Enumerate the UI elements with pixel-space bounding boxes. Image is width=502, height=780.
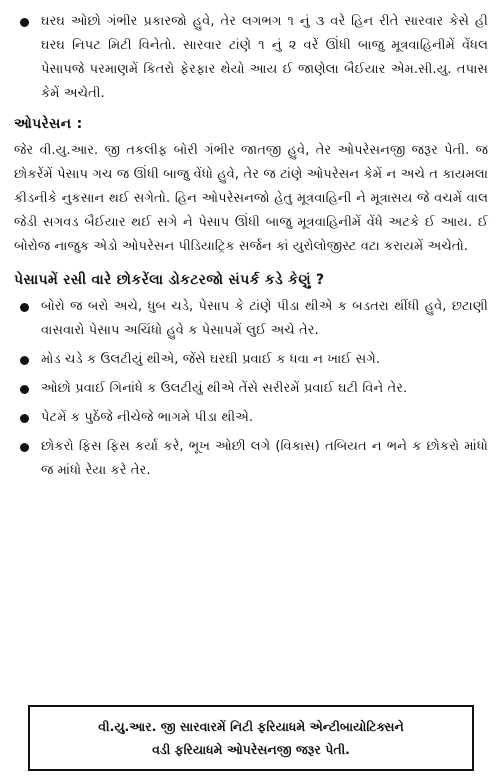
summary-callout-box [28, 705, 474, 771]
doctor-contact-bullet-text: બોરો જ બરો અચે, ધુબ ચડે, પેસાપ કે ટાંણે પીડા થીએ ક બડતરા થીંધી હુવે, છટાણી વાસવારો પેસાપ અચિંધો હુવે ક પેસાપમેં લુઈ અચે તેર. [41, 299, 488, 338]
bullet-dot-icon [20, 385, 29, 394]
bullet-dot-icon [20, 414, 29, 423]
doctor-contact-bullet [14, 377, 488, 401]
bullet-dot-icon [20, 356, 29, 365]
doctor-contact-heading: પેસાપમેં રસી વારે છોકરેંલા ડોકટરજો સંપર્ક કડે કેણું ? [14, 272, 325, 288]
callout-line-1: વી.યુ.આર. જી સારવારમેં નિટી ફરિયાધમે એન્ટીબાયોટિક્સને [98, 719, 404, 734]
bullet-dot-icon [20, 443, 29, 452]
doctor-contact-bullet-text: છોકરો ફિસ ફિસ કર્યા કરે, ભૂખ ઓછી લગે (વિકાસ) તબિયત ન ભને ક છોકરો માંધો જ માંધો રેયા કરે તેર. [41, 439, 488, 478]
doctor-contact-bullet-text: મોડ ચડે ક ઉલટીયું થીએ, જેંસે ઘરઘી પ્રવાઈ ક ધવા ન ખાઈ સગે. [41, 352, 381, 367]
doctor-contact-bullet [14, 295, 488, 343]
intro-bullet-text: ઘરઘ ઓછો ગંભીર પ્રકારજો હુવે, તેર લગભગ ૧ નું ૩ વરે હિન રીતે સારવાર કેસે હી ઘરઘ નિપટ મિટી વિનેતો. સારવાર ટાંણે ૧ નું ૨ વરેં ઊંધી બાજુ મૂત્રવાહિનીમેં વેંધલ પેસાપજે પરમાણમેં કિતરો ફેરફાર થેયો આય ઈ જાણેલા બૈઈયાર એમ.સી.યુ. તપાસ કેમેં અચેતી. [41, 14, 488, 101]
doctor-contact-bullet [14, 435, 488, 483]
bullet-dot-icon [20, 18, 29, 27]
operation-heading: ઓપરેસન : [14, 116, 83, 132]
callout-line-2: વડી ફરિયાધમે ઓપરેસનજી જરૂર પેતી. [152, 742, 350, 757]
doctor-contact-bullet [14, 406, 488, 430]
doctor-contact-bullet-text: પેટમેં ક પુઠેંજે નીચેજે ભાગમે પીડા થીએ. [41, 410, 254, 425]
operation-paragraph: જેર વી.યુ.આર. જી તકલીફ બોરી ગંભીર જાતજી હુવે, તેર ઓપરેસનજી જરૂર પેતી. જ છોકરેંમેં પેસાપ ગચ જ ઊંધી બાજુ વેંધો હુવે, તેર જ ટાંણે ઓપરેસન કેમેં ન અચે ત કાયમલા કીડનીકે નુકસાન થઈ સગેતો. હિન ઓપરેસનજો હેતુ મૂત્રવાહિની ને મૂત્રાસય જે વચમેં વાલ જેડી સગવડ બૈઈયાર થઈ સગે ને પેસાપ ઊંધી બાજુ મૂત્રવાહિનીમેં વેંધે અટકે ઈ આય. ઈ બોરોજ નાજુક એડો ઓપરેસન પીડિયાટ્રિક સર્જન કાં યુરોલોજીસ્ટ વટા કરાયમેં અચેતો. [14, 143, 488, 254]
bullet-dot-icon [20, 303, 29, 312]
doctor-contact-bullet [14, 348, 488, 372]
intro-bullet [14, 10, 488, 106]
doctor-contact-bullet-text: ઓછો પ્રવાઈ ગિનાંધે ક ઉલટીયું થીએ તેંસે સરીરમેં પ્રવાઈ ઘટી વિને તેર. [41, 381, 408, 396]
